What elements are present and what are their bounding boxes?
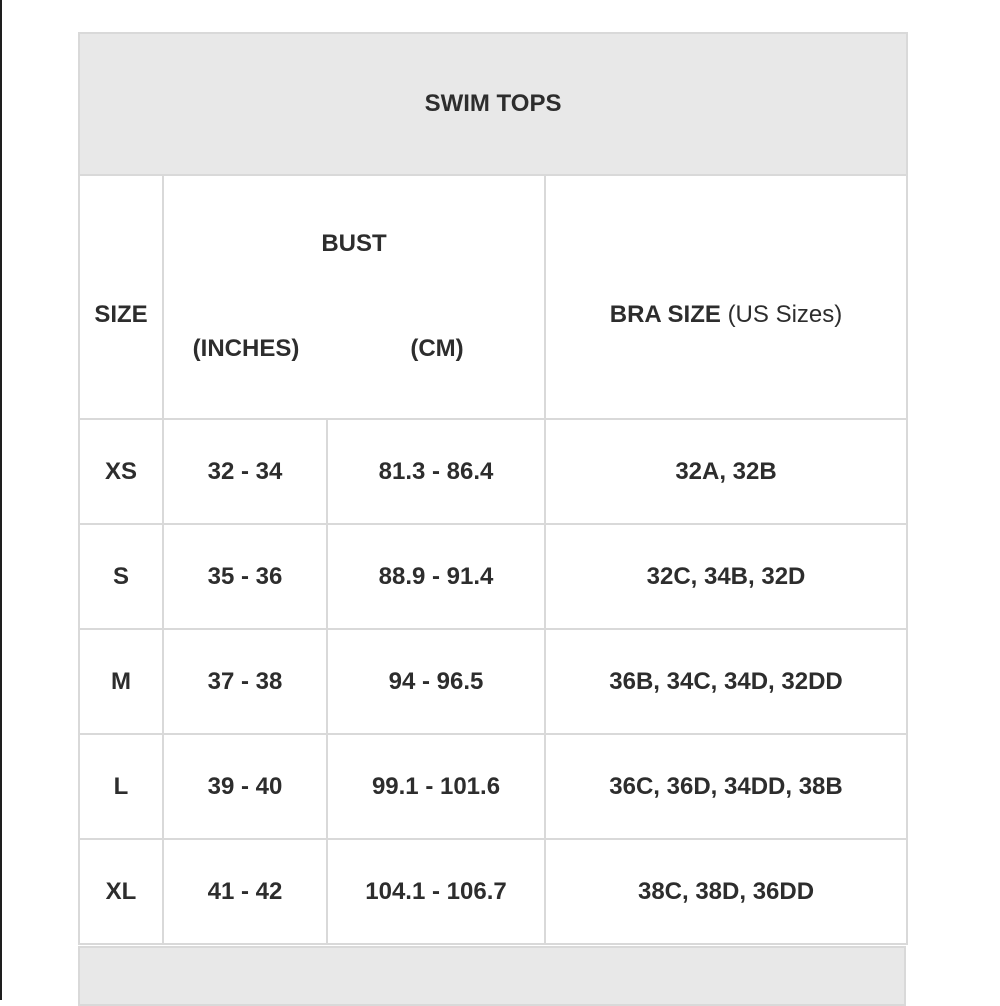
header-size: SIZE <box>79 175 163 419</box>
cell-bra: 36C, 36D, 34DD, 38B <box>545 734 907 839</box>
table-row <box>79 839 907 944</box>
header-cm: (CM) <box>410 335 464 362</box>
header-bust: BUST <box>321 230 387 257</box>
header-inches: (INCHES) <box>192 335 300 362</box>
cell-size: XL <box>79 839 163 944</box>
table-row <box>79 524 907 629</box>
cell-inches: 32 - 34 <box>163 419 327 524</box>
next-table-header-partial <box>78 946 906 1006</box>
header-bra-size-group <box>545 175 907 419</box>
header-bust-group <box>163 175 545 419</box>
cell-bra: 38C, 38D, 36DD <box>545 839 907 944</box>
table-row <box>79 734 907 839</box>
cell-bra: 32C, 34B, 32D <box>545 524 907 629</box>
header-bra-size: BRA SIZE <box>609 301 721 328</box>
cell-cm: 104.1 - 106.7 <box>327 839 545 944</box>
cell-bra: 36B, 34C, 34D, 32DD <box>545 629 907 734</box>
cell-inches: 37 - 38 <box>163 629 327 734</box>
cell-cm: 81.3 - 86.4 <box>327 419 545 524</box>
swim-tops-size-table <box>78 32 908 945</box>
table-header-row <box>79 175 907 419</box>
cell-inches: 39 - 40 <box>163 734 327 839</box>
cell-inches: 35 - 36 <box>163 524 327 629</box>
cell-bra: 32A, 32B <box>545 419 907 524</box>
cell-cm: 88.9 - 91.4 <box>327 524 545 629</box>
table-row <box>79 419 907 524</box>
table-title: SWIM TOPS <box>79 33 907 175</box>
cell-size: L <box>79 734 163 839</box>
cell-size: S <box>79 524 163 629</box>
left-edge-divider <box>0 0 2 1000</box>
cell-inches: 41 - 42 <box>163 839 327 944</box>
header-bra-size-note: (US Sizes) <box>727 301 843 328</box>
cell-size: M <box>79 629 163 734</box>
table-row <box>79 629 907 734</box>
cell-cm: 94 - 96.5 <box>327 629 545 734</box>
cell-cm: 99.1 - 101.6 <box>327 734 545 839</box>
table-title-row <box>79 33 907 175</box>
cell-size: XS <box>79 419 163 524</box>
